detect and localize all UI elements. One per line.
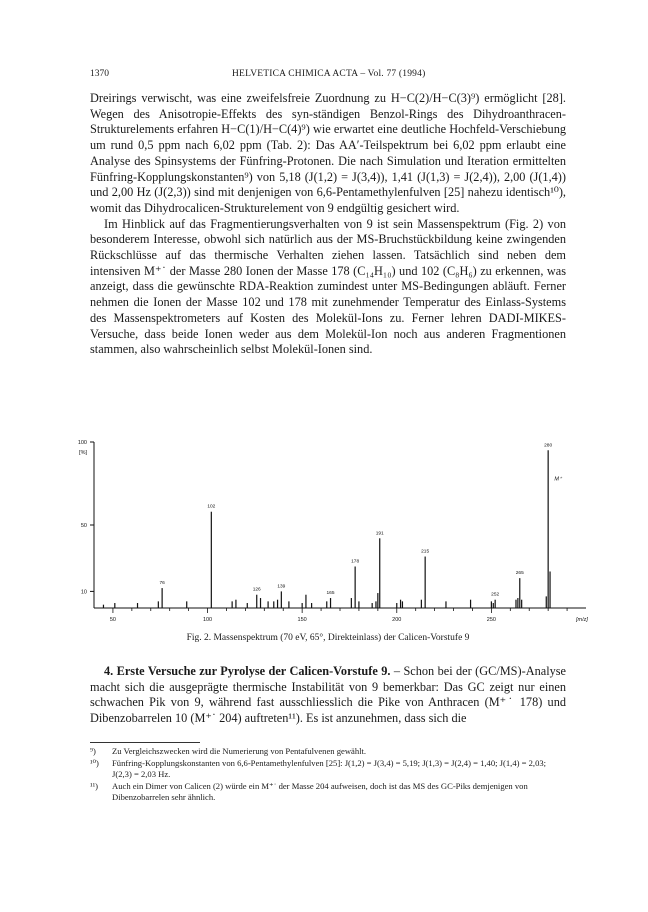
mass-spectrum-figure <box>58 440 598 650</box>
figure-caption: Fig. 2. Massenspektrum (70 eV, 65°, Direkteinlass) der Calicen-Vorstufe 9 <box>186 633 470 643</box>
peak-label: 178 <box>351 559 360 565</box>
x-tick-label: 200 <box>392 617 402 623</box>
footnote-text: Fünfring-Kopplungskonstanten von 6,6-Pentamethylenfulven [25]: J(1,2) = J(3,4) = 5,19; J(1,3) = J(2,4) = 1,40; J(1,4) = 2,03; J(2,3) = 2,03 Hz. <box>112 757 547 779</box>
peak-label: 215 <box>421 549 430 555</box>
y-tick-label: 10 <box>80 589 87 596</box>
peak-label: 191 <box>375 531 384 537</box>
x-axis-label: [m/z] <box>576 617 588 623</box>
footnote <box>90 781 566 804</box>
x-tick-label: 50 <box>109 617 116 623</box>
running-header <box>90 69 565 83</box>
peak-label: 280 <box>544 443 553 449</box>
peak-label: 165 <box>326 591 335 597</box>
body-text <box>90 91 566 358</box>
x-tick-label: 150 <box>297 617 307 623</box>
peak-label: 102 <box>207 504 216 510</box>
footnote-rule <box>90 742 200 743</box>
footnote <box>90 758 566 781</box>
section <box>90 664 566 727</box>
footnote-mark: ¹⁰) <box>90 757 99 768</box>
peak-label: 265 <box>515 571 524 577</box>
section-text: – Schon bei der (GC/MS)-Analyse macht sich die ausgeprägte thermische Instabilität von 9 bemerkbar: Das GC zeigt nur einen schwachen Pik von 9, während fast ausschliesslich die Pike von Anthracen (M⁺˙ 178) und Dibenzobarrelen 10 (M⁺˙ 204) auftreten¹¹). Es ist anzunehmen, dass sich die <box>90 664 567 726</box>
peak-label: 126 <box>252 587 261 593</box>
peak-label: 252 <box>491 592 500 598</box>
y-axis-label: [%] <box>79 450 87 456</box>
x-tick-label: 100 <box>202 617 213 623</box>
paragraph: Im Hinblick auf das Fragmentierungsverhalten von 9 ist sein Massenspektrum (Fig. 2) von besonderem Interesse, obwohl sich natürlich aus der MS-Bruchstückbildung keine zwingenden Rückschlüsse auf das thermische Verhalten ziehen lassen. Tatsächlich sind neben dem intensiven M⁺˙ der Masse 280 Ionen der Masse 178 (C₁₄H₁₀) und 102 (C₈H₆) zu erkennen, was anzeigt, dass die gewünschte RDA-Reaktion zumindest unter MS-Bedingungen abläuft. Ferner nehmen die Ionen der Masse 102 und 178 mit zunehmender Temperatur des Einlass-Systems des Massenspektrometers auf Kosten des Molekül-Ions zu. Ferner lehren DADI-MIKES-Versuche, dass beide Ionen weder aus dem Molekül-Ion noch aus anderen Fragmentionen stammen, also wahrscheinlich selbst Molekül-Ionen sind. <box>90 216 566 357</box>
footnote-text: Zu Vergleichszwecken wird die Numerierung von Pentafulvenen gewählt. <box>112 746 367 756</box>
paragraph: Dreirings verwischt, was eine zweifelsfreie Zuordnung zu H−C(2)/H−C(3)⁹) ermöglicht [28]. Wegen des Anisotropie-Effekts des syn-ständigen Benzol-Rings des Dihydroanthracen-Strukturelements erfahren H−C(1)/H−C(4)⁹) wie erwartet eine deutliche Hochfeld-Verschiebung um rund 0,5 ppm nach 6,02 ppm (Tab. 2): Das AA′-Teilspektrum bei 6,02 ppm erlaubt eine Analyse des Spinsystems der Fünfring-Protonen. Die nach Simulation und Iteration ermittelten Fünfring-Kopplungskonstanten⁹) von 5,18 (J(1,2) = J(3,4)), 1,41 (J(1,3) = J(2,4)), 2,00 (J(1,4)) und 2,00 Hz (J(2,3)) sind mit denjenigen von 6,6-Pentamethylenfulven [25] nahezu identisch¹⁰), womit das Dihydrocalicen-Strukturelement von 9 endgültig gesichert wird. <box>90 91 566 215</box>
footnote <box>90 746 566 758</box>
y-tick-label: 50 <box>80 523 87 529</box>
footnote-mark: ⁹) <box>90 746 96 756</box>
peak-label: 76 <box>159 581 165 587</box>
footnote-text: Auch ein Dimer von Calicen (2) würde ein M⁺˙ der Masse 204 aufweisen, doch ist das MS des GC-Piks demjenigen von Dibenzobarrelen sehr ähnlich. <box>112 780 528 802</box>
mass-spectrum-chart <box>58 440 598 630</box>
section-heading: 4. Erste Versuche zur Pyrolyse der Calicen-Vorstufe 9. <box>104 664 391 678</box>
page-number: 1370 <box>90 69 109 79</box>
journal-title: HELVETICA CHIMICA ACTA – Vol. 77 (1994) <box>232 69 426 79</box>
molecular-ion-annotation: M⁺ <box>554 476 562 483</box>
x-tick-label: 250 <box>486 617 496 623</box>
y-tick-label: 100 <box>77 440 87 446</box>
peak-label: 139 <box>277 584 286 590</box>
footnote-mark: ¹¹) <box>90 780 99 791</box>
footnotes <box>90 746 566 804</box>
